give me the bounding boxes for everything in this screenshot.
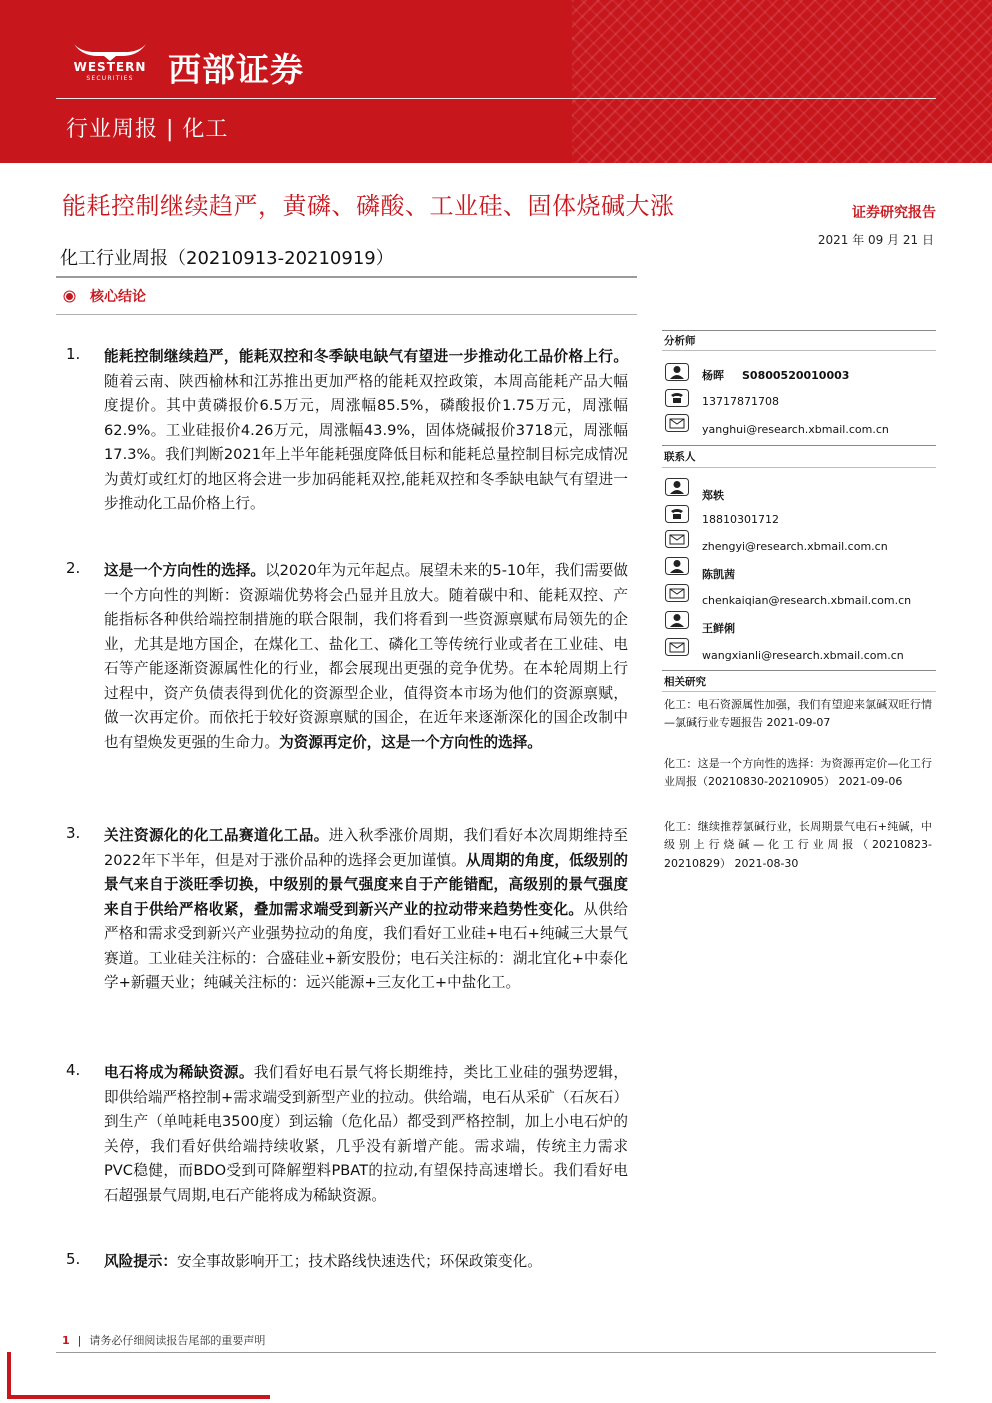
point-lead: 风险提示： [104,1253,177,1270]
point-text [104,345,628,517]
footer-divider [56,1352,936,1353]
contact-email[interactable]: chenkaiqian@research.xbmail.com.cn [702,594,912,607]
point-lead: 关注资源化的化工品赛道化工品。 [104,827,329,844]
contact-phone: 18810301712 [702,513,779,526]
sidebar-divider [662,330,936,331]
analyst-info [702,367,849,383]
person-icon [665,611,689,629]
person-icon [665,363,689,381]
point-number: 4. [66,1061,81,1079]
corner-accent-vertical [7,1352,11,1399]
header-band [0,0,992,163]
report-category: 行业周报 | 化工 [66,117,229,142]
sidebar-divider [662,670,936,671]
point-lead: 电石将成为稀缺资源。 [104,1064,254,1081]
related-label: 相关研究 [664,676,706,688]
point-lead: 能耗控制继续趋严，能耗双控和冬季缺电缺气有望进一步推动化工品价格上行。 [104,348,628,365]
contact-name: 郑轶 [702,489,724,502]
email-icon [665,638,689,656]
report-type: 证券研究报告 [852,205,936,221]
report-date: 2021 年 09 月 21 日 [817,233,934,247]
contact-name: 陈凯茜 [702,568,735,581]
contact-label: 联系人 [664,451,696,463]
contact-email[interactable]: wangxianli@research.xbmail.com.cn [702,649,904,662]
point-body: 进入秋季涨价周期，我们看好本次周期维持至2022年下半年，但是对于涨价品种的选择会更加谨慎。 [104,827,628,869]
point-tail: 为资源再定价，这是一个方向性的选择。 [279,733,542,751]
logo-chinese: 西部证券 [168,50,304,89]
page-number: 1 [62,1334,70,1347]
point-number: 2. [66,559,81,577]
analyst-name: 杨晖 [702,369,724,382]
corner-accent-horizontal [7,1395,270,1399]
page-footer: 1 | 请务必仔细阅读报告尾部的重要声明 [62,1334,266,1347]
point-number: 3. [66,824,81,842]
point-tail: 从供给严格和需求受到新兴产业强势拉动的角度，我们看好工业硅+电石+纯碱三大景气赛道。工业硅关注标的：合盛硅业+新安股份；电石关注标的：湖北宜化+中泰化学+新疆天业；纯碱关注标的：远兴能源+三友化工+中盐化工。 [104,900,628,991]
logo-english-sub: SECURITIES [86,75,134,82]
analyst-label: 分析师 [664,335,696,347]
section-divider [56,314,637,315]
person-icon [665,557,689,575]
header-pattern-cross [572,0,992,163]
point-number: 1. [66,345,81,363]
person-icon [665,478,689,496]
sidebar-divider [662,445,936,446]
bull-horns-icon [68,40,152,62]
subtitle-divider [56,276,637,278]
analyst-cert: S0800520010003 [742,369,850,382]
footer-notice: 请务必仔细阅读报告尾部的重要声明 [89,1334,266,1347]
logo-english: WESTERN [73,60,147,74]
point-number: 5. [66,1250,81,1268]
section-title: 核心结论 [90,289,146,305]
sidebar-divider [662,691,936,692]
point-body: 我们看好电石景气将长期维持，类比工业硅的强势逻辑，即供给端严格控制+需求端受到新型产业的拉动。供给端，电石从采矿（石灰石）到生产（单吨耗电3500度）到运输（危化品）都受到严格控制，加上小电石炉的关停，我们看好供给端持续收紧，几乎没有新增产能。需求端，传统主力需求PVC稳健，而BDO受到可降解塑料PBAT的拉动,有望保持高速增长。我们看好电石超强景气周期,电石产能将成为稀缺资源。 [104,1064,628,1204]
point-text [104,824,628,996]
point-lead: 这是一个方向性的选择。 [104,562,265,579]
related-report-2[interactable]: 化工：这是一个方向性的选择：为资源再定价—化工行业周报（20210830-20210905） 2021-09-06 [664,757,932,789]
analyst-phone: 13717871708 [702,395,779,408]
sidebar-divider [662,467,936,468]
point-text [104,1061,628,1208]
point-body: 以2020年为元年起点。展望未来的5-10年，我们需要做一个方向性的判断：资源端优势将会凸显并且放大。随着碳中和、能耗双控、产能指标各种供给端控制措施的联合限制，我们将看到一些资源禀赋布局领先的企业，尤其是地方国企，在煤化工、盐化工、磷化工等传统行业或者在工业硅、电石等产能逐渐资源属性化的行业，都会展现出更强的竞争优势。在本轮周期上行过程中，资产负债表得到优化的资源型企业，值得资本市场为他们的资源禀赋，做一次再定价。而依托于较好资源禀赋的国企，在近年来逐渐深化的国企改制中也有望焕发更强的生命力。 [104,562,628,751]
contact-name: 王鲜俐 [702,622,735,635]
point-body: 安全事故影响开工；技术路线快速迭代；环保政策变化。 [176,1253,542,1270]
email-icon [665,584,689,602]
phone-icon [665,389,689,407]
related-report-3[interactable]: 化工：继续推荐氯碱行业，长周期景气电石+纯碱，中级别上行烧碱—化工行业周报（20210823-20210829） 2021-08-30 [664,820,932,870]
point-emphasis: 从周期的角度，低级别的景气来自于淡旺季切换，中级别的景气强度来自于产能错配，高级别的景气强度来自于供给严格收紧，叠加需求端受到新兴产业的拉动带来趋势性变化。 [104,851,628,918]
email-icon [665,530,689,548]
point-text [104,1250,628,1275]
contact-email[interactable]: zhengyi@research.xbmail.com.cn [702,540,888,553]
point-text [104,559,628,755]
section-bullet-icon [66,293,73,300]
point-body: 随着云南、陕西榆林和江苏推出更加严格的能耗双控政策，本周高能耗产品大幅度提价。其中黄磷报价6.5万元，周涨幅85.5%，磷酸报价1.75万元，周涨幅62.9%。工业硅报价4.26万元，周涨幅43.9%，固体烧碱报价3718元，周涨幅17.3%。我们判断2021年上半年能耗强度降低目标和能耗总量控制目标完成情况为黄灯或红灯的地区将会进一步加码能耗双控,能耗双控和冬季缺电缺气有望进一步推动化工品价格上行。 [104,372,628,512]
report-subtitle: 化工行业周报（20210913-20210919） [60,248,394,269]
report-title: 能耗控制继续趋严，黄磷、磷酸、工业硅、固体烧碱大涨 [62,192,675,220]
phone-icon [665,505,689,523]
related-report-1[interactable]: 化工：电石资源属性加强，我们有望迎来氯碱双旺行情—氯碱行业专题报告 2021-09-07 [664,698,932,730]
sidebar-divider [662,350,936,351]
analyst-email[interactable]: yanghui@research.xbmail.com.cn [702,423,889,436]
email-icon [665,414,689,432]
header-divider [56,98,936,99]
company-logo [68,40,158,80]
